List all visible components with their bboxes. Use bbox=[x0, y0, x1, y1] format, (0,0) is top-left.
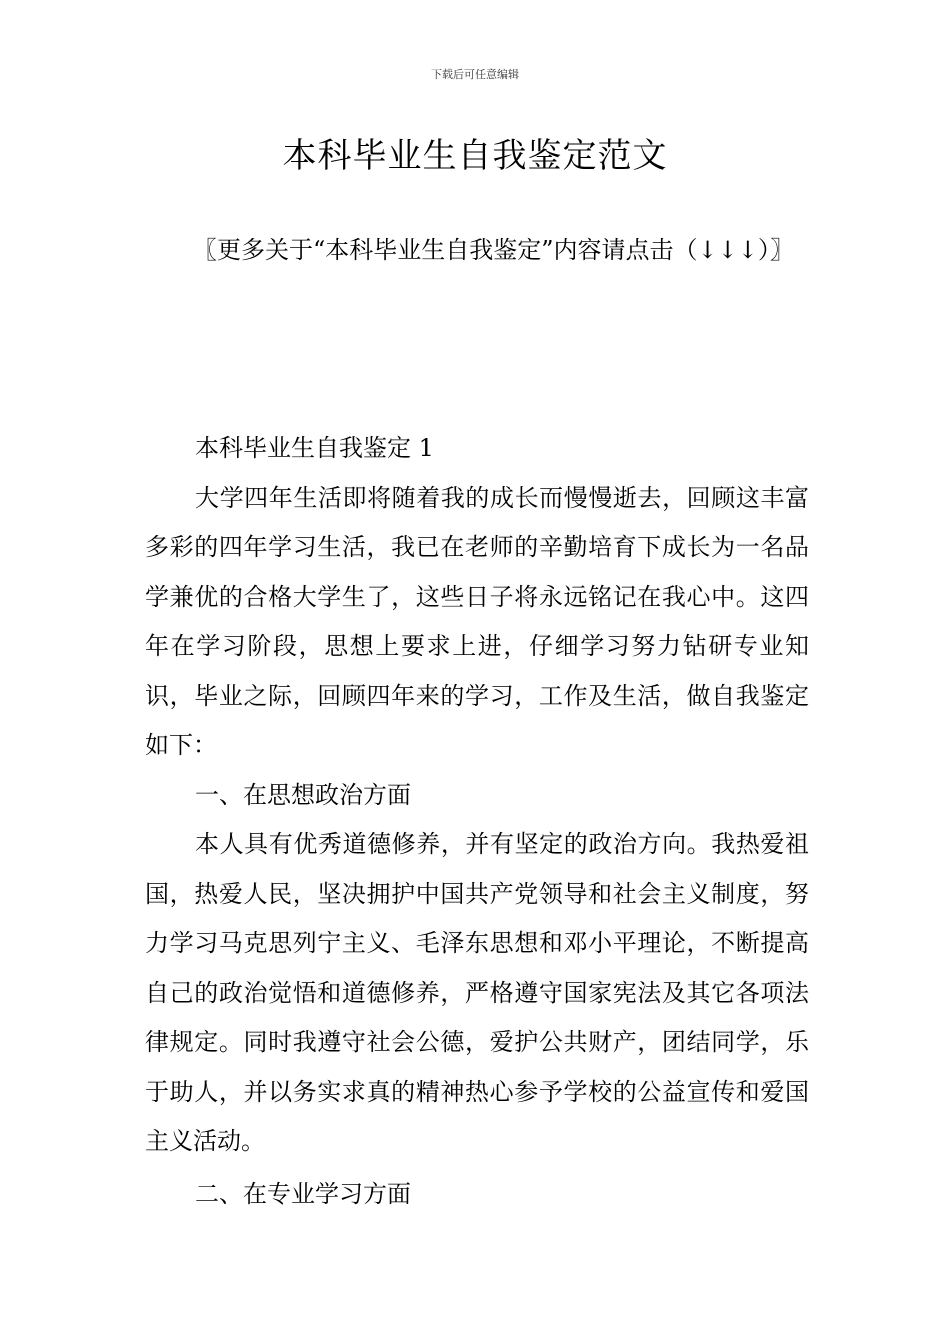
section-heading-politics: 一、在思想政治方面 bbox=[195, 780, 411, 809]
paragraph-politics: 本人具有优秀道德修养，并有坚定的政治方向。我热爱祖国，热爱人民，坚决拥护中国共产党领导和社会主义制度，努力学习马克思列宁主义、毛泽东思想和邓小平理论，不断提高自己的政治觉悟和道德修养，严格遵守国家宪法及其它各项法律规定。同时我遵守社会公德，爱护公共财产，团结同学，乐于助人，并以务实求真的精神热心参予学校的公益宣传和爱国主义活动。 bbox=[145, 830, 809, 1155]
section-heading-study: 二、在专业学习方面 bbox=[195, 1179, 411, 1208]
document-title: 本科毕业生自我鉴定范文 bbox=[282, 136, 668, 176]
paragraph-intro: 大学四年生活即将随着我的成长而慢慢逝去，回顾这丰富多彩的四年学习生活，我已在老师的辛勤培育下成长为一名品学兼优的合格大学生了，这些日子将永远铭记在我心中。这四年在学习阶段，思想上要求上进，仔细学习努力钻研专业知识，毕业之际，回顾四年来的学习，工作及生活，做自我鉴定如下： bbox=[145, 483, 809, 759]
more-content-link[interactable]: 〖更多关于“本科毕业生自我鉴定”内容请点击（↓↓↓）〗 bbox=[193, 236, 794, 264]
header-note: 下载后可任意编辑 bbox=[431, 68, 519, 81]
document-body bbox=[145, 424, 809, 1219]
section-subtitle: 本科毕业生自我鉴定 1 bbox=[195, 434, 434, 462]
